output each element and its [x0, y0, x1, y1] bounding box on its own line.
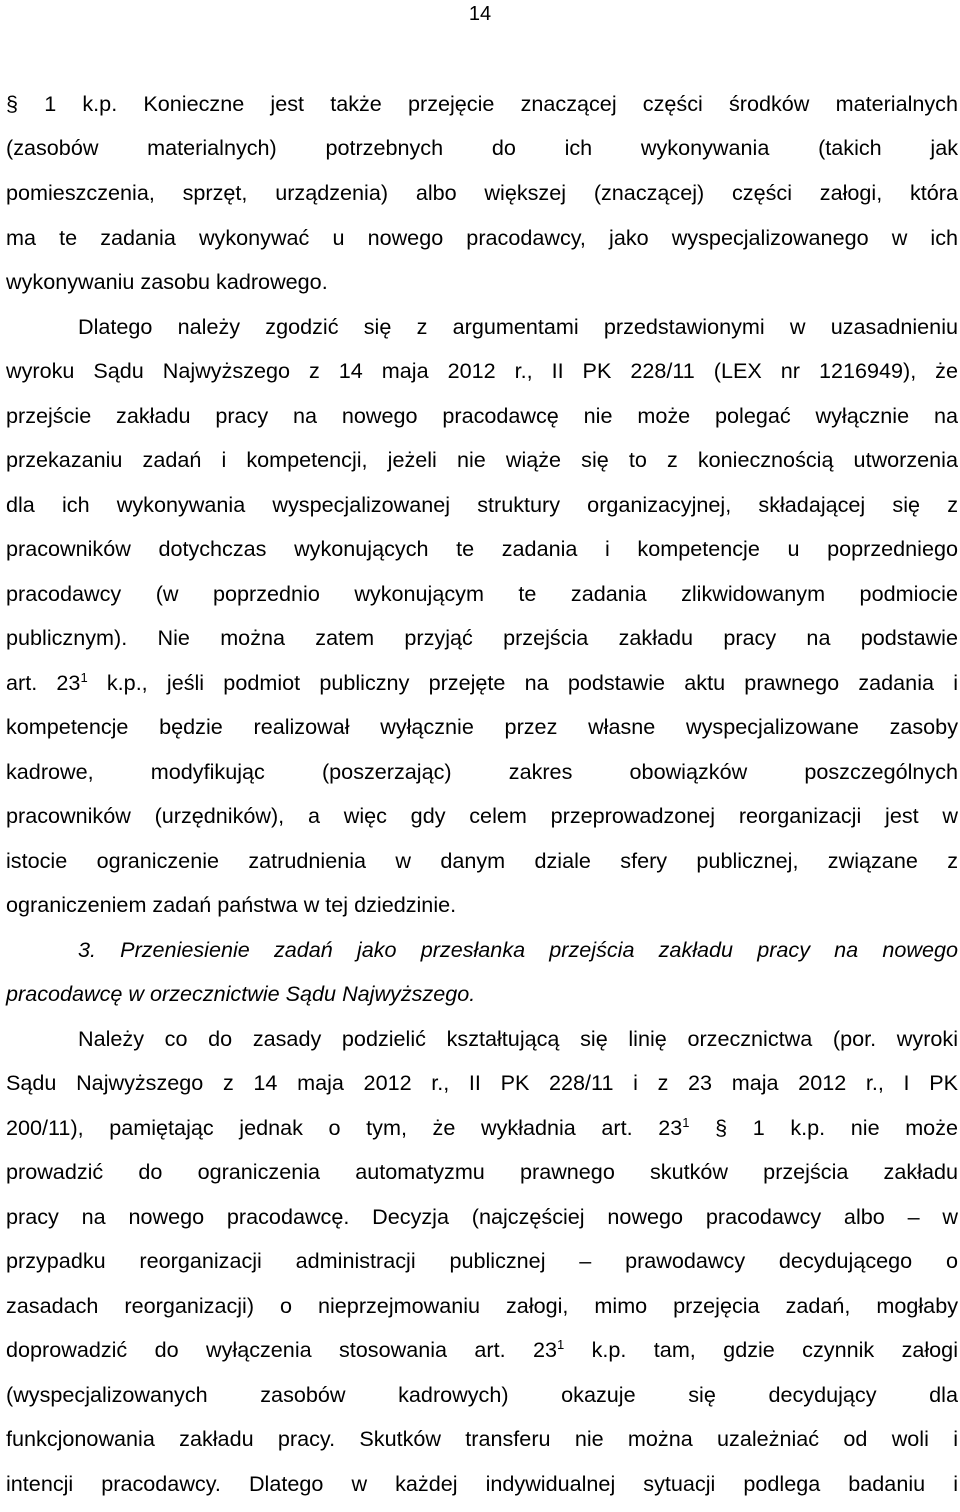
text-segment: art. 23 [6, 670, 81, 695]
text-segment: doprowadzić do wyłączenia stosowania art. 23 [6, 1337, 558, 1362]
text-segment: 200/11), pamiętając jednak o tym, że wykładnia art. 23 [6, 1115, 683, 1140]
text-line: pracowników dotychczas wykonujących te zadania i kompetencje u poprzedniego [6, 536, 958, 561]
superscript: 1 [557, 1336, 565, 1352]
text-line: przejście zakładu pracy na nowego pracodawcę nie może polegać wyłącznie na [6, 403, 958, 428]
text-segment: § 1 k.p. nie może [689, 1115, 958, 1140]
text-line: ograniczeniem zadań państwa w tej dziedzinie. [6, 892, 457, 917]
text-line: zasadach reorganizacji) o nieprzejmowaniu załogi, mimo przejęcia zadań, mogłaby [6, 1293, 958, 1318]
text-line: istocie ograniczenie zatrudnienia w danym dziale sfery publicznej, związane z [6, 848, 958, 873]
text-line: (wyspecjalizowanych zasobów kadrowych) okazuje się decydujący dla [6, 1382, 958, 1407]
text-segment: k.p., jeśli podmiot publiczny przejęte na podstawie aktu prawnego zadania i [87, 670, 959, 695]
text-line: (zasobów materialnych) potrzebnych do ich wykonywania (takich jak [6, 135, 958, 160]
text-line: prowadzić do ograniczenia automatyzmu prawnego skutków przejścia zakładu [6, 1159, 958, 1184]
text-line: przypadku reorganizacji administracji publicznej – prawodawcy decydującego o [6, 1248, 958, 1273]
text-line [6, 1335, 958, 1365]
text-line: dla ich wykonywania wyspecjalizowanej struktury organizacyjnej, składającej się z [6, 492, 958, 517]
text-line: Należy co do zasady podzielić kształtującą się linię orzecznictwa (por. wyroki [78, 1026, 958, 1051]
text-line: kadrowe, modyfikując (poszerzając) zakres obowiązków poszczególnych [6, 759, 958, 784]
text-line: pracodawcę w orzecznictwie Sądu Najwyższego. [6, 981, 476, 1006]
text-line: wyroku Sądu Najwyższego z 14 maja 2012 r., II PK 228/11 (LEX nr 1216949), że [6, 358, 958, 383]
text-line: Sądu Najwyższego z 14 maja 2012 r., II PK 228/11 i z 23 maja 2012 r., I PK [6, 1070, 958, 1095]
text-line: funkcjonowania zakładu pracy. Skutków transferu nie można uzależniać od woli i [6, 1426, 958, 1451]
text-line: Dlatego należy zgodzić się z argumentami przedstawionymi w uzasadnieniu [78, 314, 958, 339]
text-line: kompetencje będzie realizował wyłącznie przez własne wyspecjalizowane zasoby [6, 714, 958, 739]
text-line: pracodawcy (w poprzednio wykonującym te zadania zlikwidowanym podmiocie [6, 581, 958, 606]
text-segment: k.p. tam, gdzie czynnik załogi [564, 1337, 958, 1362]
text-line: intencji pracodawcy. Dlatego w każdej indywidualnej sytuacji podlega badaniu i [6, 1471, 958, 1496]
text-line: pracowników (urzędników), a więc gdy celem przeprowadzonej reorganizacji jest w [6, 803, 958, 828]
text-line [6, 1113, 958, 1143]
text-line: pracy na nowego pracodawcę. Decyzja (najczęściej nowego pracodawcy albo – w [6, 1204, 958, 1229]
text-line: 3. Przeniesienie zadań jako przesłanka przejścia zakładu pracy na nowego [78, 937, 958, 962]
text-line: pomieszczenia, sprzęt, urządzenia) albo większej (znaczącej) części załogi, która [6, 180, 958, 205]
text-line: przekazaniu zadań i kompetencji, jeżeli nie wiąże się to z koniecznością utworzenia [6, 447, 958, 472]
superscript: 1 [80, 669, 88, 685]
text-line: ma te zadania wykonywać u nowego pracodawcy, jako wyspecjalizowanego w ich [6, 225, 958, 250]
text-line: publicznym). Nie można zatem przyjąć przejścia zakładu pracy na podstawie [6, 625, 958, 650]
text-line: § 1 k.p. Konieczne jest także przejęcie znaczącej części środków materialnych [6, 91, 958, 116]
page-number: 14 [468, 3, 492, 25]
superscript: 1 [682, 1114, 690, 1130]
text-line: wykonywaniu zasobu kadrowego. [6, 269, 328, 294]
text-line [6, 668, 958, 698]
